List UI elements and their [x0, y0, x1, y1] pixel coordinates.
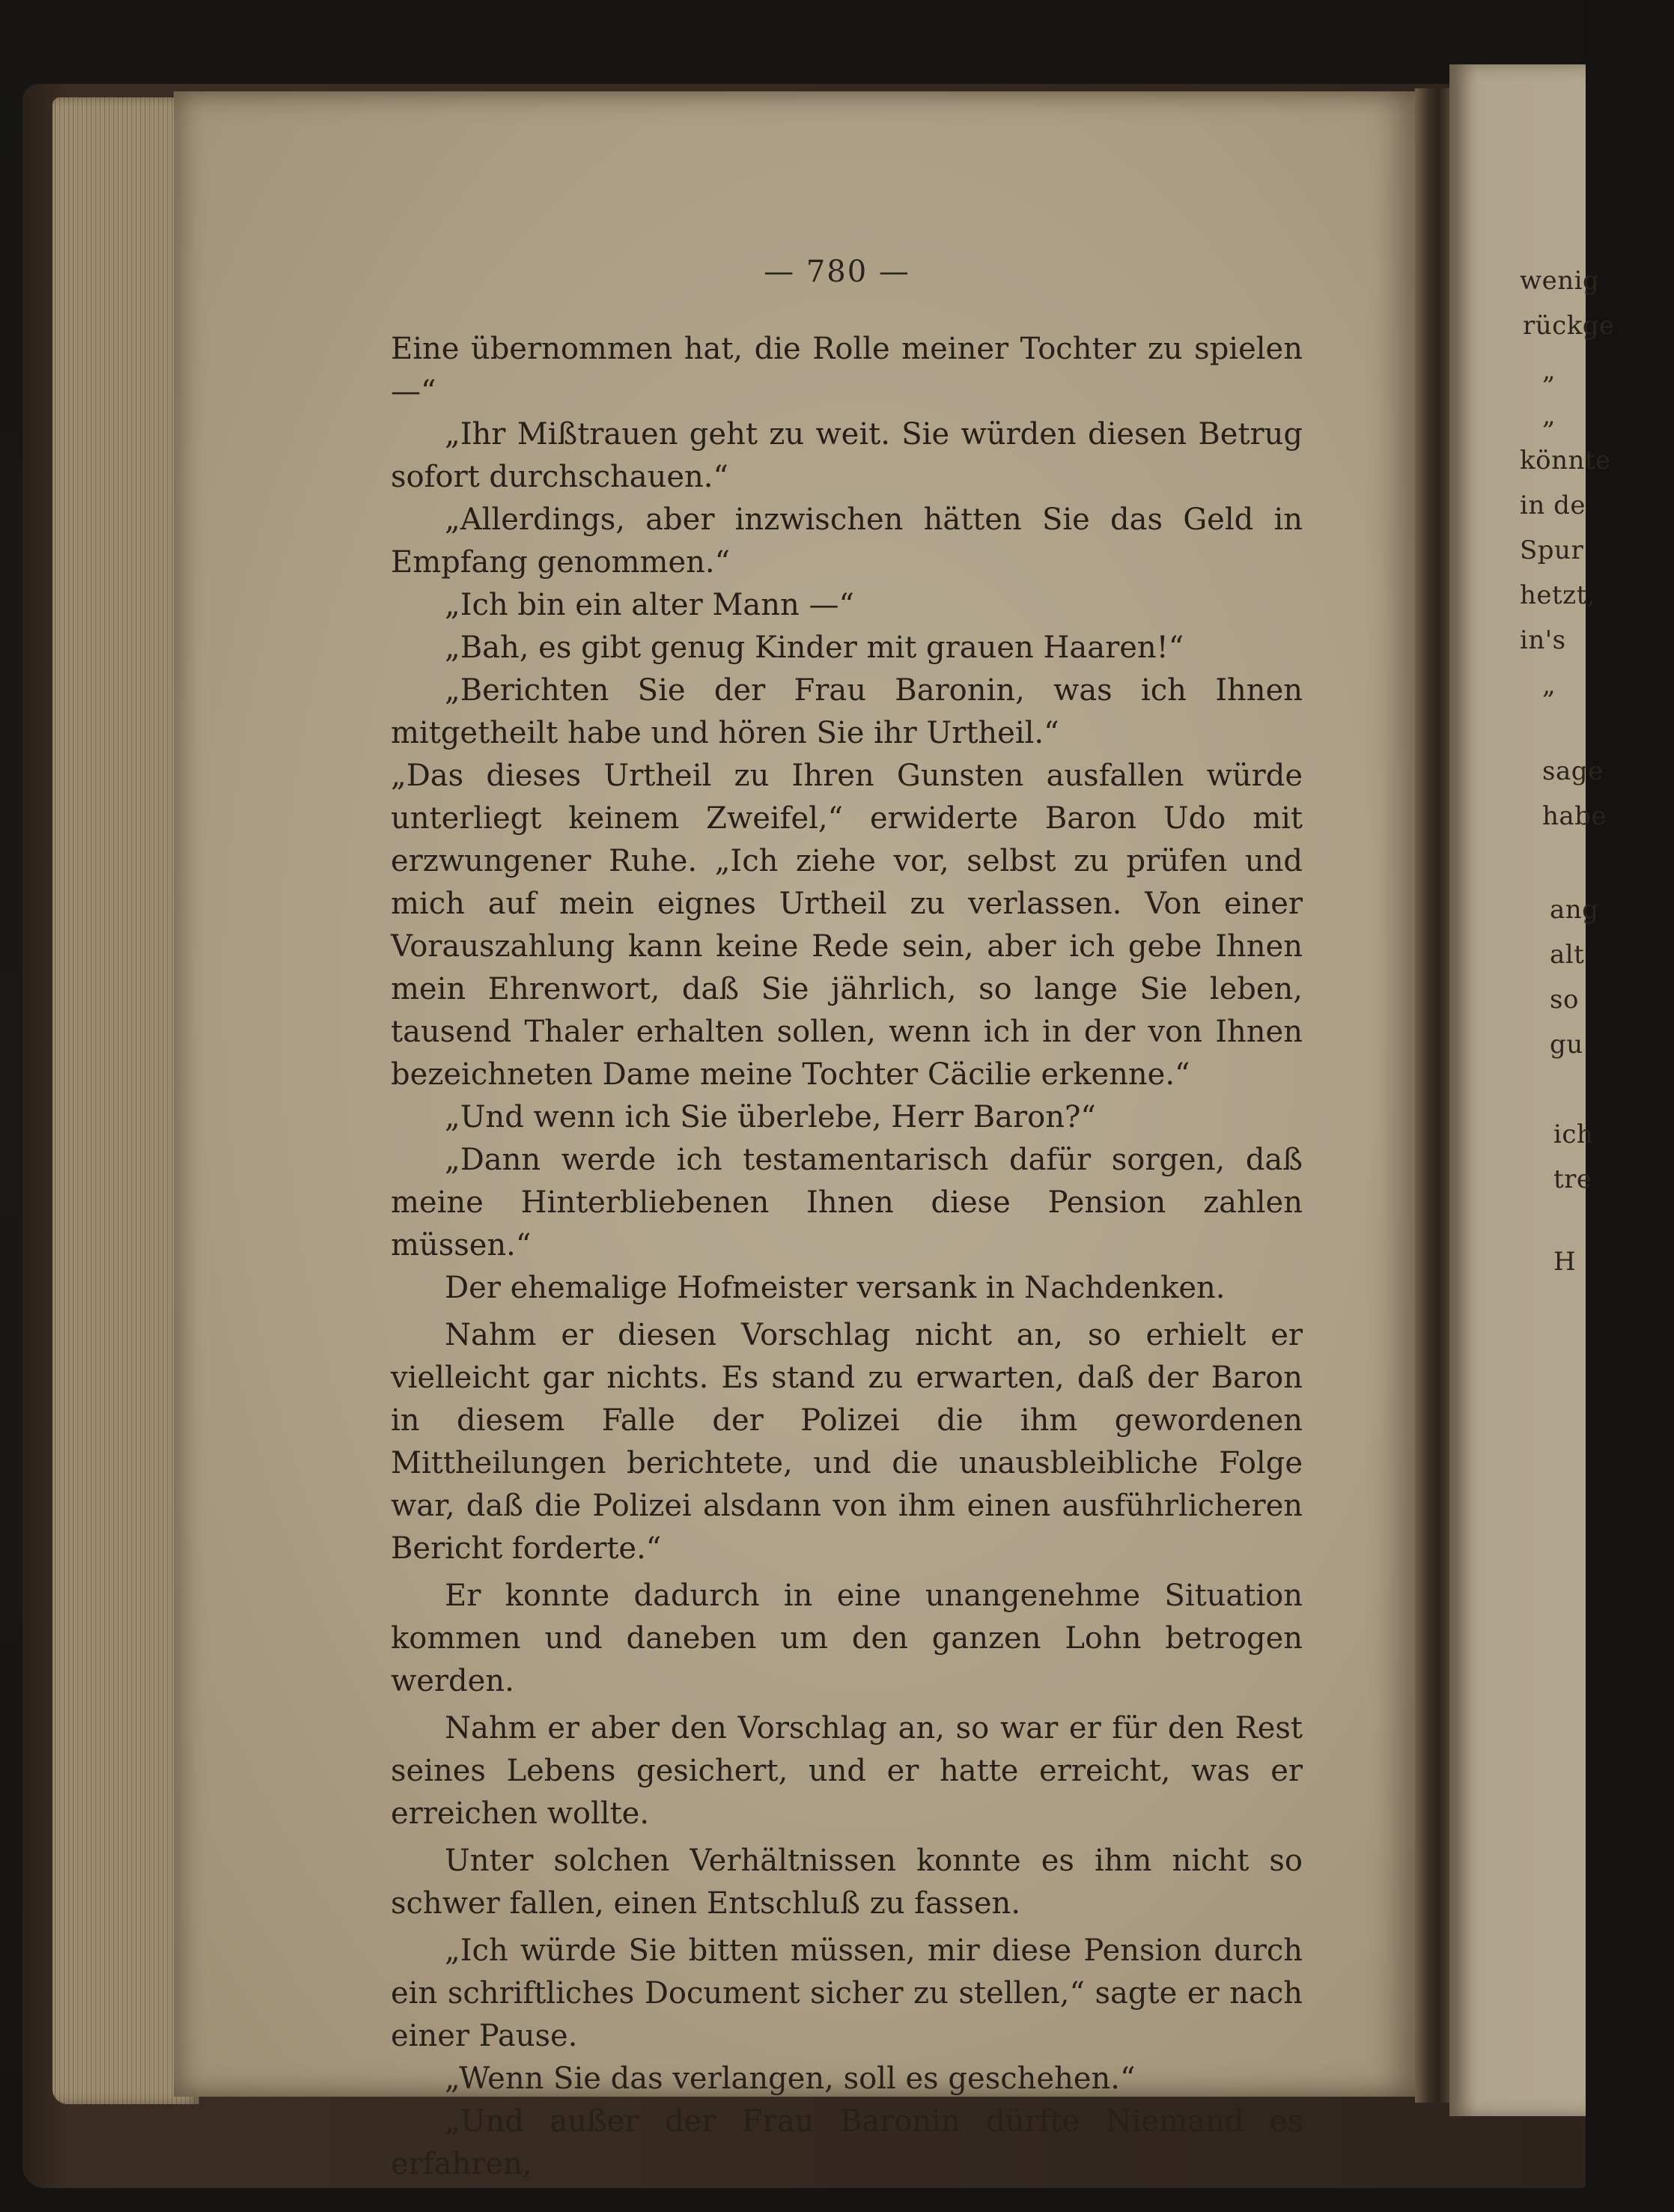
facing-page-fragment: ich	[1553, 1119, 1594, 1149]
paragraph: „Und wenn ich Sie überlebe, Herr Baron?“	[445, 1100, 1096, 1134]
facing-page-fragment: sage	[1542, 756, 1604, 786]
facing-page-fragment: ang	[1550, 895, 1599, 925]
facing-page-fragment: Spur	[1520, 535, 1584, 565]
paragraph: Unter solchen Verhältnissen konnte es ihm nicht so schwer fallen, einen Entschluß zu fassen.	[391, 1844, 1303, 1921]
paragraph: „Das dieses Urtheil zu Ihren Gunsten ausfallen würde unterliegt keinem Zweifel,“ erwiderte Baron Udo mit erzwungener Ruhe. „Ich ziehe vor, selbst zu prüfen und mich auf mein eignes Urtheil zu verlassen. Von einer Vorauszahlung kann keine Rede sein, aber ich gebe Ihnen mein Ehrenwort, daß Sie jährlich, so lange Sie leben, tausend Thaler erhalten sollen, wenn ich in der von Ihnen bezeichneten Dame meine Tochter Cäcilie erkenne.“	[391, 759, 1303, 1092]
facing-page-fragment: hetzt,	[1520, 580, 1596, 610]
paragraph: Eine übernommen hat, die Rolle meiner Tochter zu spielen —“	[391, 332, 1303, 409]
paragraph: „Dann werde ich testamentarisch dafür sorgen, daß meine Hinterbliebenen Ihnen diese Pension zahlen müssen.“	[391, 1143, 1303, 1263]
facing-page-fragment: habe	[1542, 801, 1607, 831]
right-page-fragment	[1449, 64, 1586, 2116]
paragraph: Nahm er diesen Vorschlag nicht an, so erhielt er vielleicht gar nichts. Es stand zu erwarten, daß der Baron in diesem Falle der Polizei die ihm gewordenen Mittheilungen berichtete, und die unausbleibliche Folge war, daß die Polizei alsdann von ihm einen ausführlicheren Bericht forderte.“	[391, 1318, 1303, 1566]
facing-page-fragment: gu	[1550, 1030, 1583, 1060]
paragraph: Nahm er aber den Vorschlag an, so war er für den Rest seines Lebens gesichert, und er hatte erreicht, was er erreichen wollte.	[391, 1711, 1303, 1831]
paragraph: „Ich bin ein alter Mann —“	[445, 588, 854, 622]
paragraph: Der ehemalige Hofmeister versank in Nachdenken.	[445, 1271, 1226, 1305]
paragraph: „Berichten Sie der Frau Baronin, was ich Ihnen mitgetheilt habe und hören Sie ihr Urtheil.“	[391, 673, 1303, 750]
paragraph: „Ihr Mißtrauen geht zu weit. Sie würden diesen Betrug sofort durchschauen.“	[391, 417, 1303, 494]
facing-page-fragment: wenig	[1520, 266, 1600, 296]
facing-page-fragment: in de	[1520, 490, 1586, 520]
facing-page-fragment: „	[1542, 401, 1556, 431]
paragraph: Er konnte dadurch in eine unangenehme Situation kommen und daneben um den ganzen Lohn betrogen werden.	[391, 1579, 1303, 1698]
facing-page-fragment: „	[1542, 670, 1556, 700]
facing-page-fragment: alt	[1550, 940, 1585, 970]
facing-page-fragment: könnte	[1520, 446, 1611, 475]
paragraph: „Wenn Sie das verlangen, soll es geschehen.“	[445, 2061, 1136, 2096]
facing-page-fragment: in's	[1520, 625, 1566, 655]
paragraph: „Ich würde Sie bitten müssen, mir diese Pension durch ein schriftliches Document sicher zu stellen,“ sagte er nach einer Pause.	[391, 1933, 1303, 2053]
facing-page-fragment: H	[1553, 1247, 1577, 1277]
book-gutter	[1415, 88, 1454, 2103]
paragraph: „Bah, es gibt genug Kinder mit grauen Haaren!“	[445, 631, 1184, 665]
paragraph: „Allerdings, aber inzwischen hätten Sie das Geld in Empfang genommen.“	[391, 502, 1303, 580]
page-body-text	[391, 328, 1303, 2186]
facing-page-fragment: so	[1550, 985, 1579, 1015]
page-number: — 780 —	[764, 255, 910, 289]
paragraph: „Und außer der Frau Baronin dürfte Niemand es erfahren,	[391, 2104, 1303, 2181]
facing-page-fragment: tre	[1553, 1164, 1592, 1194]
facing-page-fragment: „	[1542, 356, 1556, 386]
facing-page-fragment: rückge	[1523, 311, 1615, 341]
